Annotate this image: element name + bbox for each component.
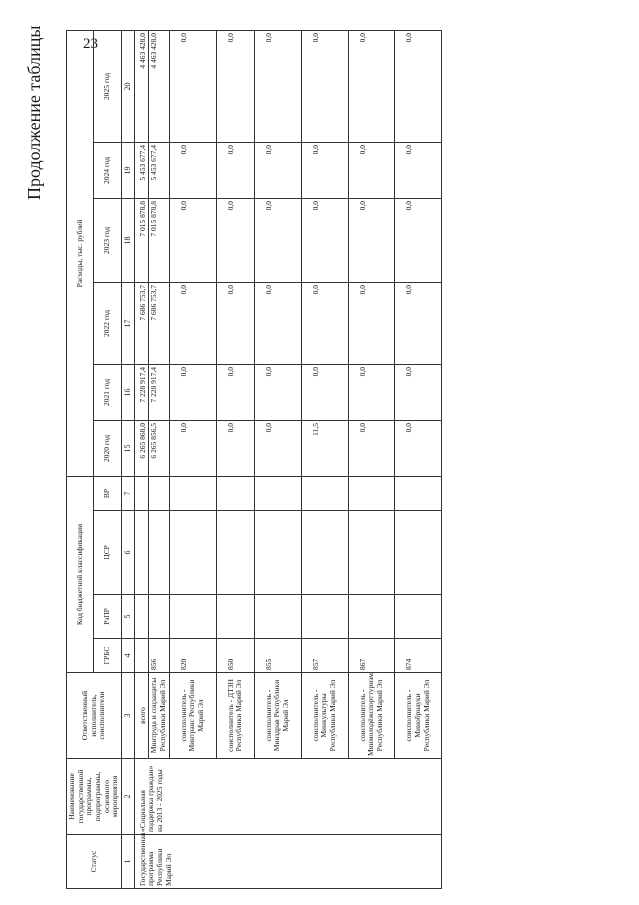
vr-cell	[134, 476, 149, 510]
value-2021: 0,0	[254, 364, 301, 420]
grbs-cell: 867	[348, 639, 395, 673]
rzpr-cell	[216, 595, 254, 639]
value-2021: 0,0	[348, 364, 395, 420]
value-2024: 0,0	[169, 142, 216, 198]
value-2023: 7 015 878,8	[134, 198, 149, 282]
vr-cell	[216, 476, 254, 510]
header-year-2025: 2025 год	[94, 30, 121, 142]
vr-cell	[254, 476, 301, 510]
value-2020: 6 265 856,5	[149, 420, 169, 476]
value-2022: 0,0	[254, 282, 301, 364]
rzpr-cell	[149, 595, 169, 639]
value-2021: 0,0	[395, 364, 442, 420]
value-2023: 7 015 878,8	[149, 198, 169, 282]
vr-cell	[348, 476, 395, 510]
value-2022: 0,0	[395, 282, 442, 364]
value-2024: 5 453 677,4	[149, 142, 169, 198]
value-2025: 0,0	[216, 30, 254, 142]
value-2025: 0,0	[395, 30, 442, 142]
value-2020: 11,5	[301, 420, 348, 476]
value-2021: 0,0	[216, 364, 254, 420]
value-2024: 5 453 677,4	[134, 142, 149, 198]
col-number: 7	[121, 476, 134, 510]
col-number: 20	[121, 30, 134, 142]
grbs-cell	[134, 639, 149, 673]
grbs-cell: 850	[216, 639, 254, 673]
value-2023: 0,0	[348, 198, 395, 282]
col-number: 18	[121, 198, 134, 282]
table-body	[134, 30, 442, 888]
header-grbs: ГРБС	[94, 639, 121, 673]
program-name: «Социальная поддержка граждан» на 2013 - 2025 годы	[134, 759, 442, 835]
grbs-cell: 820	[169, 639, 216, 673]
header-year-2023: 2023 год	[94, 198, 121, 282]
value-2025: 0,0	[301, 30, 348, 142]
value-2021: 7 228 917,4	[149, 364, 169, 420]
continuation-title: Продолжение таблицы	[24, 25, 44, 200]
value-2022: 7 686 753,7	[134, 282, 149, 364]
col-number: 3	[121, 673, 134, 759]
col-number: 4	[121, 639, 134, 673]
header-rzpr: РзПР	[94, 595, 121, 639]
value-2024: 0,0	[216, 142, 254, 198]
value-2022: 0,0	[169, 282, 216, 364]
value-2020: 0,0	[395, 420, 442, 476]
responsible-cell: соисполнитель - Минздрав Республики Марий Эл	[254, 673, 301, 759]
grbs-cell: 856	[149, 639, 169, 673]
value-2020: 6 265 868,0	[134, 420, 149, 476]
col-number: 5	[121, 595, 134, 639]
value-2025: 0,0	[169, 30, 216, 142]
csr-cell	[149, 511, 169, 595]
value-2021: 0,0	[169, 364, 216, 420]
value-2025: 0,0	[254, 30, 301, 142]
value-2025: 4 463 428,0	[149, 30, 169, 142]
vr-cell	[395, 476, 442, 510]
col-number: 17	[121, 282, 134, 364]
responsible-cell: Минтруда и соцзащиты Республики Марий Эл	[149, 673, 169, 759]
responsible-cell: всего	[134, 673, 149, 759]
value-2023: 0,0	[169, 198, 216, 282]
header-year-2020: 2020 год	[94, 420, 121, 476]
grbs-cell: 857	[301, 639, 348, 673]
column-number-row	[121, 30, 134, 888]
csr-cell	[134, 511, 149, 595]
value-2023: 0,0	[395, 198, 442, 282]
value-2022: 0,0	[301, 282, 348, 364]
col-number: 2	[121, 759, 134, 835]
header-year-2021: 2021 год	[94, 364, 121, 420]
vr-cell	[301, 476, 348, 510]
page-number: 23	[83, 36, 98, 52]
value-2023: 0,0	[216, 198, 254, 282]
value-2023: 0,0	[254, 198, 301, 282]
csr-cell	[301, 511, 348, 595]
value-2020: 0,0	[348, 420, 395, 476]
responsible-cell: соисполнитель - Минтранс Республики Марий Эл	[169, 673, 216, 759]
header-name: Наименование государственной программы, подпрограммы, основного мероприятия	[67, 759, 122, 835]
header-year-2022: 2022 год	[94, 282, 121, 364]
value-2020: 0,0	[169, 420, 216, 476]
value-2022: 7 686 753,7	[149, 282, 169, 364]
responsible-cell: соисполнитель - Минмолодёжспорттуризм Республики Марий Эл	[348, 673, 395, 759]
rzpr-cell	[254, 595, 301, 639]
csr-cell	[348, 511, 395, 595]
responsible-cell: соисполнитель - Минобрнауки Республики Марий Эл	[395, 673, 442, 759]
csr-cell	[254, 511, 301, 595]
value-2022: 0,0	[348, 282, 395, 364]
value-2021: 7 228 917,4	[134, 364, 149, 420]
value-2023: 0,0	[301, 198, 348, 282]
rzpr-cell	[348, 595, 395, 639]
value-2020: 0,0	[216, 420, 254, 476]
value-2025: 0,0	[348, 30, 395, 142]
rzpr-cell	[134, 595, 149, 639]
csr-cell	[169, 511, 216, 595]
rzpr-cell	[169, 595, 216, 639]
value-2024: 0,0	[254, 142, 301, 198]
grbs-cell: 874	[395, 639, 442, 673]
header-vr: ВР	[94, 476, 121, 510]
rzpr-cell	[395, 595, 442, 639]
vr-cell	[169, 476, 216, 510]
header-status: Статус	[67, 835, 122, 889]
grbs-cell: 855	[254, 639, 301, 673]
col-number: 19	[121, 142, 134, 198]
col-number: 1	[121, 835, 134, 889]
table-header	[67, 30, 135, 888]
value-2021: 0,0	[301, 364, 348, 420]
budget-table	[66, 30, 442, 889]
table-row	[134, 30, 149, 888]
rzpr-cell	[301, 595, 348, 639]
value-2024: 0,0	[395, 142, 442, 198]
value-2025: 4 463 428,0	[134, 30, 149, 142]
header-expenses: Расходы, тыс. рублей	[67, 30, 94, 476]
vr-cell	[149, 476, 169, 510]
header-responsible: Ответственный исполнитель, соисполнители	[67, 673, 122, 759]
value-2020: 0,0	[254, 420, 301, 476]
responsible-cell: соисполнитель - ДТЗН Республики Марий Эл	[216, 673, 254, 759]
value-2024: 0,0	[301, 142, 348, 198]
header-year-2024: 2024 год	[94, 142, 121, 198]
program-status: Государственная программа Республики Марий Эл	[134, 835, 442, 889]
col-number: 6	[121, 511, 134, 595]
csr-cell	[216, 511, 254, 595]
col-number: 16	[121, 364, 134, 420]
header-budget-code: Код бюджетной классификации	[67, 476, 94, 672]
header-csr: ЦСР	[94, 511, 121, 595]
value-2022: 0,0	[216, 282, 254, 364]
responsible-cell: соисполнитель - Минкультуры Республики Марий Эл	[301, 673, 348, 759]
col-number: 15	[121, 420, 134, 476]
value-2024: 0,0	[348, 142, 395, 198]
csr-cell	[395, 511, 442, 595]
